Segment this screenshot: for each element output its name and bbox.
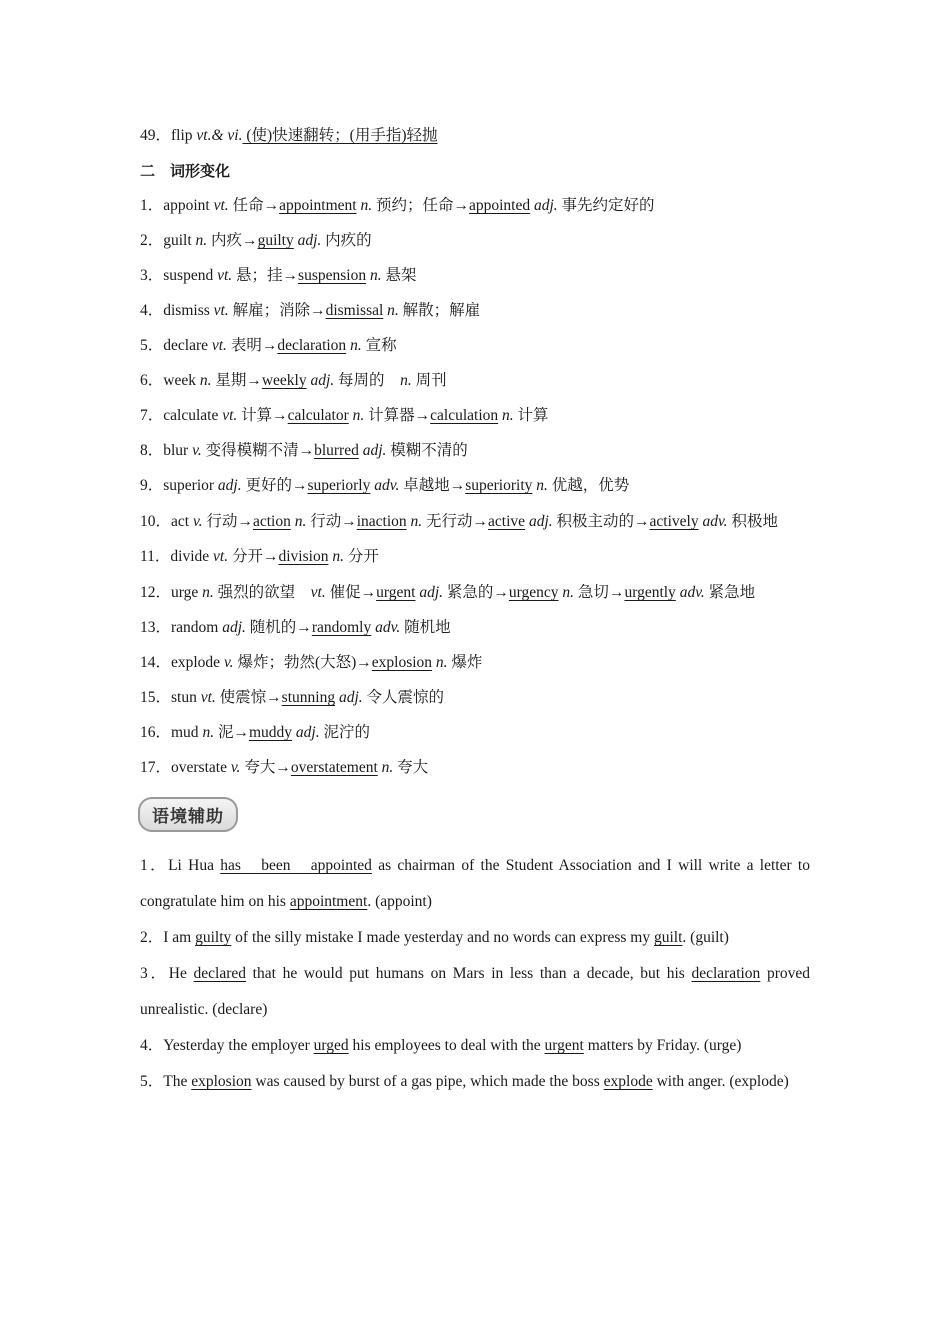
text-run: 悬；挂→ xyxy=(232,267,299,284)
answer-blank: explosion xyxy=(371,654,433,671)
part-of-speech: n. xyxy=(410,513,423,530)
text-run: 4．dismiss xyxy=(140,302,214,319)
word-form-item xyxy=(140,756,810,780)
answer-blank: muddy xyxy=(248,724,293,741)
word-form-item xyxy=(140,404,810,428)
answer-blank: appointment xyxy=(289,893,368,910)
text-run: 分开 xyxy=(343,548,379,565)
part-of-speech: adj. xyxy=(217,477,242,494)
text-run: 更好的→ xyxy=(241,477,308,494)
text-run: 3．He xyxy=(140,965,194,982)
text-run: 5．declare xyxy=(140,337,212,354)
answer-blank: weekly xyxy=(261,372,307,389)
part-of-speech: vt. xyxy=(213,197,229,214)
part-of-speech: adj. xyxy=(338,689,363,706)
answer-blank: overstatement xyxy=(290,759,378,776)
answer-blank: explosion xyxy=(191,1073,252,1090)
text-run: 任命→ xyxy=(228,197,280,214)
text-run: 6．week xyxy=(140,372,200,389)
text-run: 每周的 xyxy=(334,372,401,389)
text-run: 7．calculate xyxy=(140,407,223,424)
word-form-item xyxy=(140,299,810,323)
text-run: 分开→ xyxy=(228,548,279,565)
text-run: 爆炸 xyxy=(447,654,483,671)
word-form-item xyxy=(140,439,810,463)
part-of-speech: n. xyxy=(502,407,514,424)
text-run: 紧急地 xyxy=(704,584,756,601)
text-run: 1．Li Hua xyxy=(140,857,221,874)
text-run: 夸大→ xyxy=(240,759,291,776)
part-of-speech: adj. xyxy=(419,584,443,601)
part-of-speech: vt. xyxy=(213,548,229,565)
text-run: 2．I am xyxy=(140,929,196,946)
text-run: 内疚的 xyxy=(321,232,372,249)
section-heading: 二 词形变化 xyxy=(140,162,231,180)
part-of-speech: adj. xyxy=(297,232,322,249)
part-of-speech: n. xyxy=(400,372,412,389)
text-run: 计算→ xyxy=(237,407,288,424)
part-of-speech: vt. xyxy=(200,689,216,706)
part-of-speech: adv. xyxy=(375,619,401,636)
text-run: . (appoint) xyxy=(367,893,432,910)
text-run: was caused by burst of a gas pipe, which made the boss xyxy=(251,1073,604,1090)
text-run: 表明→ xyxy=(226,337,278,354)
part-of-speech: adv. xyxy=(679,584,705,601)
text-run: his employees to deal with the xyxy=(348,1037,545,1054)
text-run: 令人震惊的 xyxy=(362,689,445,706)
part-of-speech: n. xyxy=(360,197,373,214)
part-of-speech: n. xyxy=(195,232,208,249)
text-run: 强烈的欲望 xyxy=(213,584,311,601)
text-run: 星期→ xyxy=(211,372,262,389)
context-sentence xyxy=(140,848,810,920)
definition: (使)快速翻转；(用手指)轻抛 xyxy=(242,127,438,144)
word-form-item xyxy=(140,229,810,253)
part-of-speech: v. xyxy=(230,759,241,776)
part-of-speech: vt. xyxy=(310,584,326,601)
text-run: 9．superior xyxy=(140,477,218,494)
text-run: 随机地 xyxy=(400,619,451,636)
word-form-item xyxy=(140,264,810,288)
part-of-speech: v. xyxy=(192,513,203,530)
word-form-item xyxy=(140,194,810,218)
text-run: 泥泞的 xyxy=(319,724,370,741)
text-run: 随机的→ xyxy=(245,619,312,636)
text-run: 10．act xyxy=(140,513,193,530)
part-of-speech: vt.& vi. xyxy=(196,127,243,144)
text-run: 急切→ xyxy=(574,584,625,601)
answer-blank: stunning xyxy=(281,689,336,706)
context-sentence xyxy=(140,1064,810,1100)
part-of-speech: adj. xyxy=(222,619,246,636)
answer-blank: urgent xyxy=(544,1037,584,1054)
part-of-speech: n. xyxy=(350,337,362,354)
part-of-speech: adj. xyxy=(533,197,558,214)
answer-blank: inaction xyxy=(356,513,407,530)
text-run: 爆炸；勃然(大怒)→ xyxy=(233,654,372,671)
part-of-speech: adj. xyxy=(362,442,387,459)
word-forms-list xyxy=(140,194,810,780)
text-run: as chairman of the Student Association and I will write a letter to congratulate him on his xyxy=(140,857,810,910)
text-run: 解散；解雇 xyxy=(398,302,481,319)
part-of-speech: v. xyxy=(192,442,202,459)
text-run: 预约；任命→ xyxy=(372,197,469,214)
word-form-item xyxy=(140,721,810,745)
text-run: 解雇；消除→ xyxy=(228,302,326,319)
answer-blank: declaration xyxy=(691,965,761,982)
part-of-speech: adj. xyxy=(528,513,553,530)
part-of-speech: n. xyxy=(294,513,307,530)
word-form-item xyxy=(140,503,810,540)
text-run: 模糊不清的 xyxy=(386,442,468,459)
text-run: matters by Friday. (urge) xyxy=(583,1037,742,1054)
text-run: 1．appoint xyxy=(140,197,214,214)
part-of-speech: n. xyxy=(381,759,394,776)
answer-blank: randomly xyxy=(311,619,372,636)
text-run: 14．explode xyxy=(140,654,224,671)
part-of-speech: v. xyxy=(223,654,234,671)
text-run: 泥→ xyxy=(214,724,249,741)
text-run: 11．divide xyxy=(140,548,214,565)
text-run: . (guilt) xyxy=(682,929,729,946)
text-run: 12．urge xyxy=(140,584,203,601)
text-run: 宣称 xyxy=(361,337,397,354)
text-run: 夸大 xyxy=(393,759,429,776)
text-run: 使震惊→ xyxy=(215,689,282,706)
answer-blank: superiority xyxy=(465,477,533,494)
context-sentence xyxy=(140,1028,810,1064)
answer-blank: calculator xyxy=(287,407,349,424)
line-number: 49． xyxy=(140,127,172,144)
answer-blank: urged xyxy=(313,1037,349,1054)
text-run: 行动→ xyxy=(306,513,357,530)
part-of-speech: adv. xyxy=(702,513,728,530)
text-run: 17．overstate xyxy=(140,759,231,776)
text-run: 事先约定好的 xyxy=(557,197,655,214)
part-of-speech: vt. xyxy=(222,407,238,424)
answer-blank: active xyxy=(488,513,526,530)
part-of-speech: adv. xyxy=(374,477,400,494)
context-sentence xyxy=(140,920,810,956)
part-of-speech: n. xyxy=(369,267,382,284)
text-run: 卓越地→ xyxy=(399,477,466,494)
answer-blank: action xyxy=(252,513,291,530)
text-run: 变得模糊不清→ xyxy=(201,442,315,459)
text-run: 5．The xyxy=(140,1073,192,1090)
answer-blank: has been appointed xyxy=(220,857,372,874)
answer-blank: urgently xyxy=(624,584,676,601)
word-form-item xyxy=(140,474,810,498)
part-of-speech: adj. xyxy=(310,372,335,389)
part-of-speech: vt. xyxy=(211,337,227,354)
answer-blank: division xyxy=(278,548,329,565)
word-form-item xyxy=(140,334,810,358)
answer-blank: declared xyxy=(193,965,247,982)
text-run: 紧急的→ xyxy=(443,584,509,601)
part-of-speech: n. xyxy=(332,548,344,565)
word-form-item xyxy=(140,651,810,675)
part-of-speech: n. xyxy=(562,584,575,601)
part-of-speech: n. xyxy=(202,584,214,601)
text-run: that he would put humans on Mars in less than a decade, but his xyxy=(246,965,692,982)
word-form-item xyxy=(140,574,810,611)
context-badge: 语境辅助 xyxy=(138,797,238,832)
answer-blank: superiorly xyxy=(307,477,371,494)
part-of-speech: n. xyxy=(352,407,365,424)
text-run: 悬架 xyxy=(381,267,417,284)
answer-blank: blurred xyxy=(314,442,359,459)
context-sentence xyxy=(140,956,810,1028)
text-run: 16．mud xyxy=(140,724,203,741)
answer-blank: explode xyxy=(603,1073,653,1090)
text-run: 计算 xyxy=(513,407,549,424)
text-run: 3．suspend xyxy=(140,267,218,284)
answer-blank: actively xyxy=(649,513,699,530)
text-run: 优越，优势 xyxy=(547,477,630,494)
answer-blank: guilty xyxy=(257,232,294,249)
part-of-speech: n. xyxy=(536,477,548,494)
answer-blank: guilt xyxy=(653,929,683,946)
part-of-speech: vt. xyxy=(213,302,229,319)
word-form-item xyxy=(140,616,810,640)
text-run: 积极主动的→ xyxy=(552,513,650,530)
text-run: 15．stun xyxy=(140,689,201,706)
answer-blank: urgent xyxy=(376,584,416,601)
part-of-speech: n. xyxy=(435,654,448,671)
answer-blank: appointed xyxy=(468,197,531,214)
document-page xyxy=(140,124,810,1100)
word-form-item xyxy=(140,545,810,569)
headword: flip xyxy=(171,127,197,144)
text-run: 8．blur xyxy=(140,442,193,459)
part-of-speech: n. xyxy=(202,724,215,741)
text-run: 行动→ xyxy=(202,513,253,530)
part-of-speech: n. xyxy=(387,302,399,319)
text-run: 13．random xyxy=(140,619,223,636)
text-run: 内疚→ xyxy=(207,232,258,249)
part-of-speech: adj. xyxy=(295,724,320,741)
text-run: 无行动→ xyxy=(422,513,489,530)
part-of-speech: vt. xyxy=(217,267,233,284)
text-run: 积极地 xyxy=(727,513,778,530)
answer-blank: appointment xyxy=(279,197,357,214)
text-run: 计算器→ xyxy=(364,407,431,424)
part-of-speech: n. xyxy=(199,372,212,389)
word-form-item xyxy=(140,686,810,710)
word-form-item xyxy=(140,369,810,393)
text-run: with anger. (explode) xyxy=(652,1073,789,1090)
answer-blank: declaration xyxy=(277,337,347,354)
answer-blank: dismissal xyxy=(325,302,384,319)
answer-blank: urgency xyxy=(508,584,559,601)
answer-blank: suspension xyxy=(298,267,367,284)
context-sentences-list xyxy=(140,848,810,1100)
text-run: proved unrealistic. (declare) xyxy=(140,965,811,1018)
answer-blank: calculation xyxy=(430,407,499,424)
text-run: 2．guilt xyxy=(140,232,196,249)
vocab-line-49 xyxy=(140,124,810,148)
answer-blank: guilty xyxy=(195,929,232,946)
text-run: 催促→ xyxy=(325,584,377,601)
text-run: 4．Yesterday the employer xyxy=(140,1037,314,1054)
text-run: of the silly mistake I made yesterday and no words can express my xyxy=(231,929,654,946)
text-run: 周刊 xyxy=(411,372,447,389)
